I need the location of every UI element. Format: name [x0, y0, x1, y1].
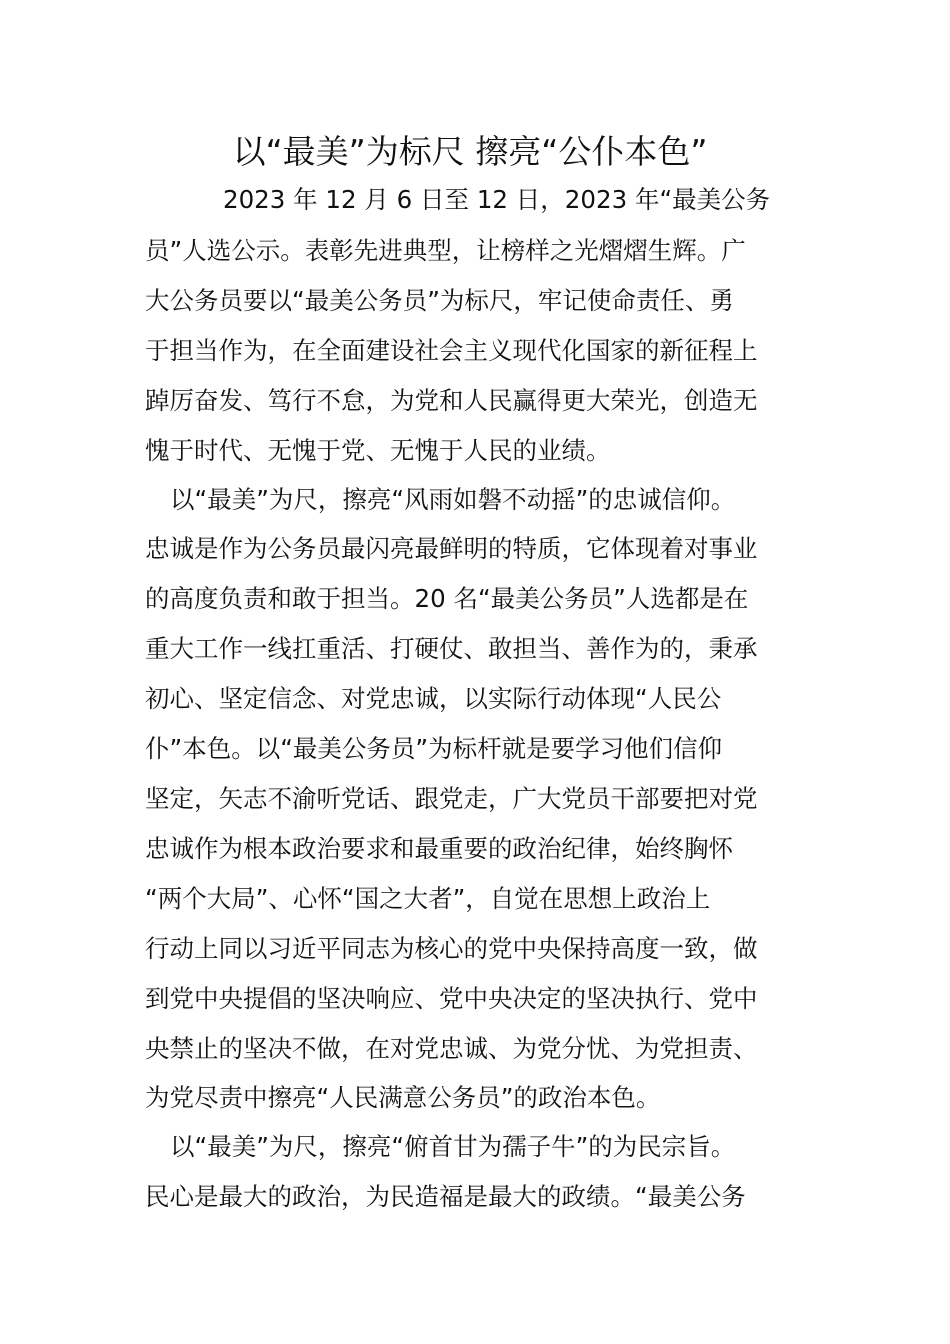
text-line: 为党尽责中擦亮“人民满意公务员”的政治本色。 [145, 1083, 661, 1112]
document-title: 以“最美”为标尺 擦亮“公仆本色” [232, 132, 708, 171]
text-line: 2023 年 12 月 6 日至 12 日，2023 年“最美公务 [223, 185, 771, 214]
text-line: 忠诚是作为公务员最闪亮最鲜明的特质，它体现着对事业 [145, 534, 758, 563]
text-line: 员”人选公示。表彰先进典型，让榜样之光熠熠生辉。广 [145, 236, 746, 265]
text-line: 民心是最大的政治，为民造福是最大的政绩。“最美公务 [145, 1182, 746, 1211]
text-line: 坚定，矢志不渝听党话、跟党走，广大党员干部要把对党 [145, 784, 758, 813]
text-line: “两个大局”、心怀“国之大者”，自觉在思想上政治上 [145, 884, 711, 913]
text-line: 仆”本色。以“最美公务员”为标杆就是要学习他们信仰 [145, 734, 723, 763]
text-line: 重大工作一线扛重活、打硬仗、敢担当、善作为的，秉承 [145, 634, 758, 663]
text-line: 于担当作为，在全面建设社会主义现代化国家的新征程上 [145, 336, 758, 365]
text-line: 踔厉奋发、笃行不怠，为党和人民赢得更大荣光，创造无 [145, 386, 758, 415]
text-line: 以“最美”为尺，擦亮“风雨如磐不动摇”的忠诚信仰。 [170, 485, 736, 514]
text-line: 到党中央提倡的坚决响应、党中央决定的坚决执行、党中 [145, 984, 758, 1013]
text-line: 大公务员要以“最美公务员”为标尺，牢记使命责任、勇 [145, 286, 734, 315]
text-line: 以“最美”为尺，擦亮“俯首甘为孺子牛”的为民宗旨。 [170, 1132, 736, 1161]
text-line: 忠诚作为根本政治要求和最重要的政治纪律，始终胸怀 [145, 834, 733, 863]
text-line: 初心、坚定信念、对党忠诚，以实际行动体现“人民公 [145, 684, 722, 713]
text-line: 央禁止的坚决不做，在对党忠诚、为党分忧、为党担责、 [145, 1034, 758, 1063]
text-line: 愧于时代、无愧于党、无愧于人民的业绩。 [145, 436, 611, 465]
text-line: 行动上同以习近平同志为核心的党中央保持高度一致，做 [145, 934, 758, 963]
text-line: 的高度负责和敢于担当。20 名“最美公务员”人选都是在 [145, 584, 749, 613]
